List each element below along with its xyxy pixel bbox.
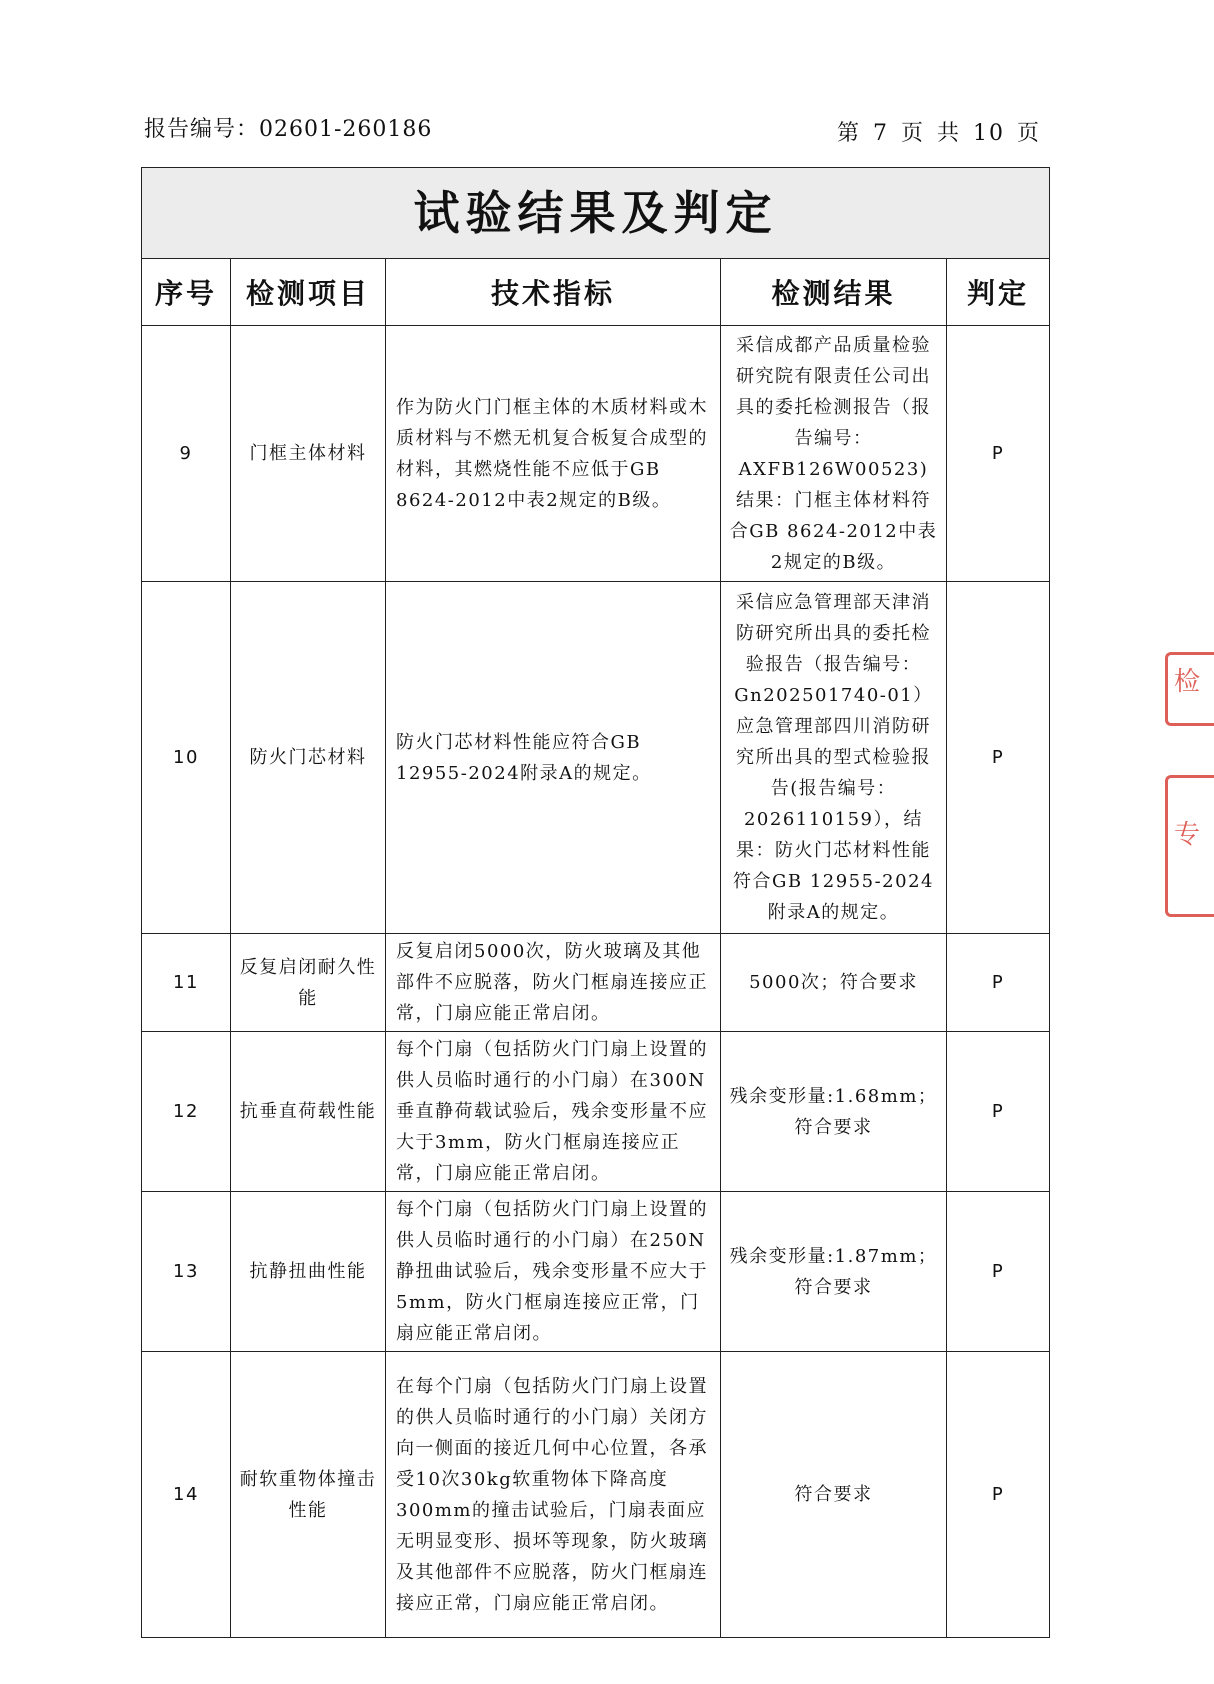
row-spec: 每个门扇（包括防火门门扇上设置的供人员临时通行的小门扇）在300N垂直静荷载试验后，残余变形量不应大于3mm，防火门框扇连接应正常，门扇应能正常启闭。 xyxy=(386,1032,721,1192)
table-title: 试验结果及判定 xyxy=(142,168,1050,259)
header-row xyxy=(142,259,1050,326)
row-no: 12 xyxy=(142,1032,231,1192)
row-no: 11 xyxy=(142,934,231,1032)
seal-stamp-top: 检 xyxy=(1165,652,1214,726)
row-no: 14 xyxy=(142,1352,231,1638)
row-spec: 每个门扇（包括防火门门扇上设置的供人员临时通行的小门扇）在250N静扭曲试验后，残余变形量不应大于5mm，防火门框扇连接应正常，门扇应能正常启闭。 xyxy=(386,1192,721,1352)
row-verdict: P xyxy=(947,326,1050,582)
page-label-page: 页 xyxy=(900,121,925,146)
row-item: 耐软重物体撞击性能 xyxy=(231,1352,386,1638)
row-result: 残余变形量:1.68mm；符合要求 xyxy=(721,1032,947,1192)
row-result: 采信成都产品质量检验研究院有限责任公司出具的委托检测报告（报告编号：AXFB126W00523)结果：门框主体材料符合GB 8624-2012中表2规定的B级。 xyxy=(721,326,947,582)
row-item: 反复启闭耐久性能 xyxy=(231,934,386,1032)
row-result: 残余变形量:1.87mm；符合要求 xyxy=(721,1192,947,1352)
row-item: 防火门芯材料 xyxy=(231,582,386,934)
table-row xyxy=(142,582,1050,934)
col-header-result: 检测结果 xyxy=(721,259,947,326)
page-total: 10 xyxy=(972,121,1005,146)
table-row xyxy=(142,1352,1050,1638)
row-item: 门框主体材料 xyxy=(231,326,386,582)
col-header-no: 序号 xyxy=(142,259,231,326)
page-current: 7 xyxy=(872,121,889,146)
report-number: 报告编号：02601-260186 xyxy=(144,117,433,142)
row-item: 抗静扭曲性能 xyxy=(231,1192,386,1352)
seal-stamp-bottom: 专 xyxy=(1165,775,1214,917)
row-result: 采信应急管理部天津消防研究所出具的委托检验报告（报告编号：Gn202501740-01）应急管理部四川消防研究所出具的型式检验报告(报告编号：2026110159），结果：防火门芯材料性能符合GB 12955-2024附录A的规定。 xyxy=(721,582,947,934)
row-item: 抗垂直荷载性能 xyxy=(231,1032,386,1192)
row-result: 符合要求 xyxy=(721,1352,947,1638)
page-label-total: 共 xyxy=(936,121,961,146)
results-table xyxy=(141,167,1050,1638)
page-label-suffix: 页 xyxy=(1016,121,1041,146)
row-verdict: P xyxy=(947,934,1050,1032)
table-row xyxy=(142,1192,1050,1352)
page-indicator xyxy=(831,116,1047,147)
row-verdict: P xyxy=(947,582,1050,934)
table-row xyxy=(142,1032,1050,1192)
col-header-item: 检测项目 xyxy=(231,259,386,326)
row-result: 5000次；符合要求 xyxy=(721,934,947,1032)
table-row xyxy=(142,326,1050,582)
row-verdict: P xyxy=(947,1032,1050,1192)
table-row xyxy=(142,934,1050,1032)
row-spec: 作为防火门门框主体的木质材料或木质材料与不燃无机复合板复合成型的材料，其燃烧性能不应低于GB 8624-2012中表2规定的B级。 xyxy=(386,326,721,582)
row-spec: 反复启闭5000次，防火玻璃及其他部件不应脱落，防火门框扇连接应正常，门扇应能正常启闭。 xyxy=(386,934,721,1032)
row-no: 13 xyxy=(142,1192,231,1352)
row-spec: 防火门芯材料性能应符合GB 12955-2024附录A的规定。 xyxy=(386,582,721,934)
row-no: 10 xyxy=(142,582,231,934)
row-spec: 在每个门扇（包括防火门门扇上设置的供人员临时通行的小门扇）关闭方向一侧面的接近几何中心位置，各承受10次30kg软重物体下降高度300mm的撞击试验后，门扇表面应无明显变形、损坏等现象，防火玻璃及其他部件不应脱落，防火门框扇连接应正常，门扇应能正常启闭。 xyxy=(386,1352,721,1638)
row-verdict: P xyxy=(947,1352,1050,1638)
page-label-prefix: 第 xyxy=(836,121,861,146)
col-header-verdict: 判定 xyxy=(947,259,1050,326)
row-no: 9 xyxy=(142,326,231,582)
col-header-spec: 技术指标 xyxy=(386,259,721,326)
row-verdict: P xyxy=(947,1192,1050,1352)
